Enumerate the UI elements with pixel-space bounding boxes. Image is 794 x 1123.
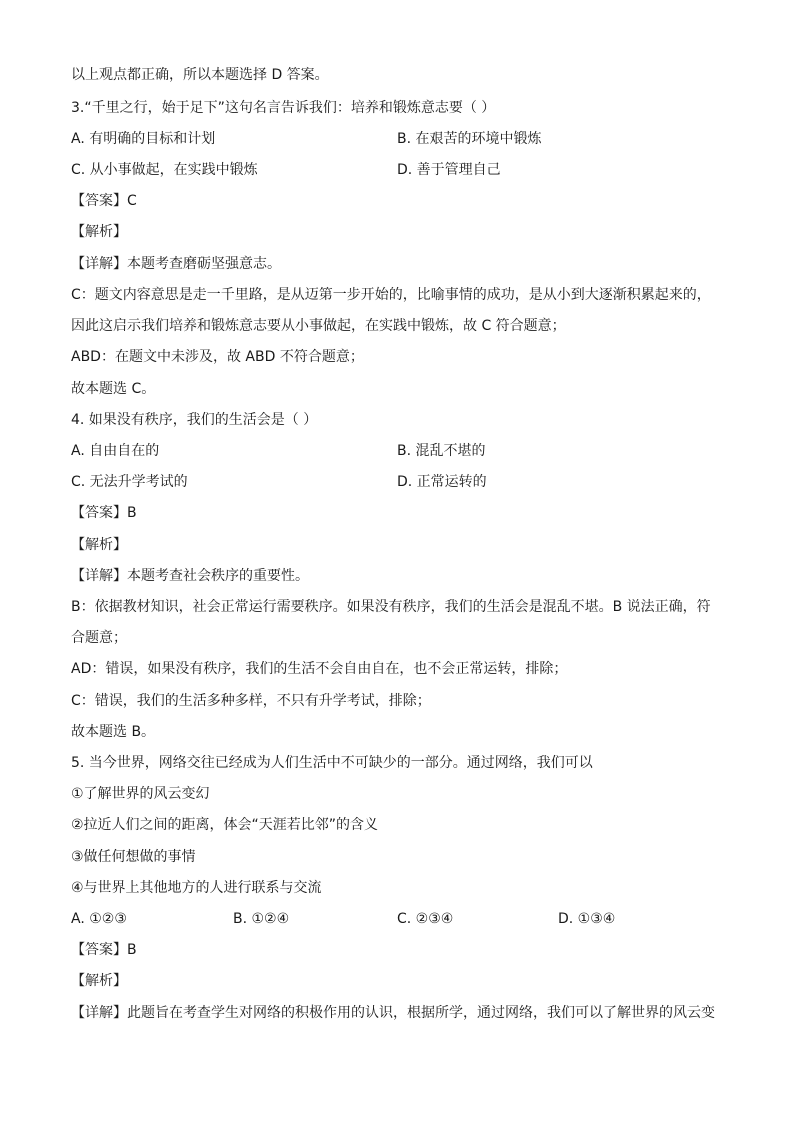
question-4-detail: 【详解】本题考查社会秩序的重要性。 xyxy=(71,568,309,584)
question-4-option-b: B. 混乱不堪的 xyxy=(397,443,486,459)
question-3-explanation-3: ABD：在题文中未涉及，故 ABD 不符合题意； xyxy=(71,349,364,365)
question-5-analysis-label: 【解析】 xyxy=(71,973,127,989)
question-5-option-b: B. ①②④ xyxy=(233,911,290,927)
question-5-option-a: A. ①②③ xyxy=(71,911,127,927)
question-4-option-d: D. 正常运转的 xyxy=(397,474,487,490)
question-5-option-d: D. ①③④ xyxy=(558,911,616,927)
question-4-analysis-label: 【解析】 xyxy=(71,537,127,553)
question-3-explanation-1: C：题文内容意思是走一千里路，是从迈第一步开始的，比喻事情的成功，是从小到大逐渐积累起来的， xyxy=(71,287,711,303)
question-4-explanation-3: AD：错误，如果没有秩序，我们的生活不会自由自在，也不会正常运转，排除； xyxy=(71,661,568,677)
question-3-explanation-4: 故本题选 C。 xyxy=(71,381,156,397)
text-line: 以上观点都正确，所以本题选择 D 答案。 xyxy=(71,67,329,83)
question-4-answer: 【答案】B xyxy=(71,505,137,521)
question-4-stem: 4. 如果没有秩序，我们的生活会是（ ） xyxy=(71,412,318,428)
question-5-statement-1: ①了解世界的风云变幻 xyxy=(71,786,210,802)
question-4-explanation-1: B：依据教材知识，社会正常运行需要秩序。如果没有秩序，我们的生活会是混乱不堪。B 说法正确，符 xyxy=(71,599,711,615)
question-3-option-b: B. 在艰苦的环境中锻炼 xyxy=(397,131,542,147)
question-5-option-c: C. ②③④ xyxy=(397,911,454,927)
question-4-explanation-2: 合题意； xyxy=(71,630,127,646)
question-5-statement-4: ④与世界上其他地方的人进行联系与交流 xyxy=(71,880,322,896)
question-4-option-c: C. 无法升学考试的 xyxy=(71,474,188,490)
question-3-stem: 3.“千里之行，始于足下”这句名言告诉我们：培养和锻炼意志要（ ） xyxy=(71,100,496,116)
question-3-explanation-2: 因此这启示我们培养和锻炼意志要从小事做起，在实践中锻炼，故 C 符合题意； xyxy=(71,318,566,334)
question-5-detail: 【详解】此题旨在考查学生对网络的积极作用的认识，根据所学，通过网络，我们可以了解世界的风云变 xyxy=(71,1005,715,1021)
question-3-detail: 【详解】本题考查磨砺坚强意志。 xyxy=(71,256,281,272)
question-3-option-d: D. 善于管理自己 xyxy=(397,162,501,178)
question-3-answer: 【答案】C xyxy=(71,193,137,209)
question-5-statement-3: ③做任何想做的事情 xyxy=(71,849,196,865)
question-3-analysis-label: 【解析】 xyxy=(71,224,127,240)
question-5-statement-2: ②拉近人们之间的距离，体会“天涯若比邻”的含义 xyxy=(71,817,379,833)
question-5-stem: 5. 当今世界，网络交往已经成为人们生活中不可缺少的一部分。通过网络，我们可以 xyxy=(71,755,593,771)
question-4-explanation-5: 故本题选 B。 xyxy=(71,724,156,740)
question-5-answer: 【答案】B xyxy=(71,942,137,958)
question-4-option-a: A. 自由自在的 xyxy=(71,443,160,459)
question-3-option-c: C. 从小事做起，在实践中锻炼 xyxy=(71,162,258,178)
question-3-option-a: A. 有明确的目标和计划 xyxy=(71,131,216,147)
question-4-explanation-4: C：错误，我们的生活多种多样，不只有升学考试，排除； xyxy=(71,693,431,709)
